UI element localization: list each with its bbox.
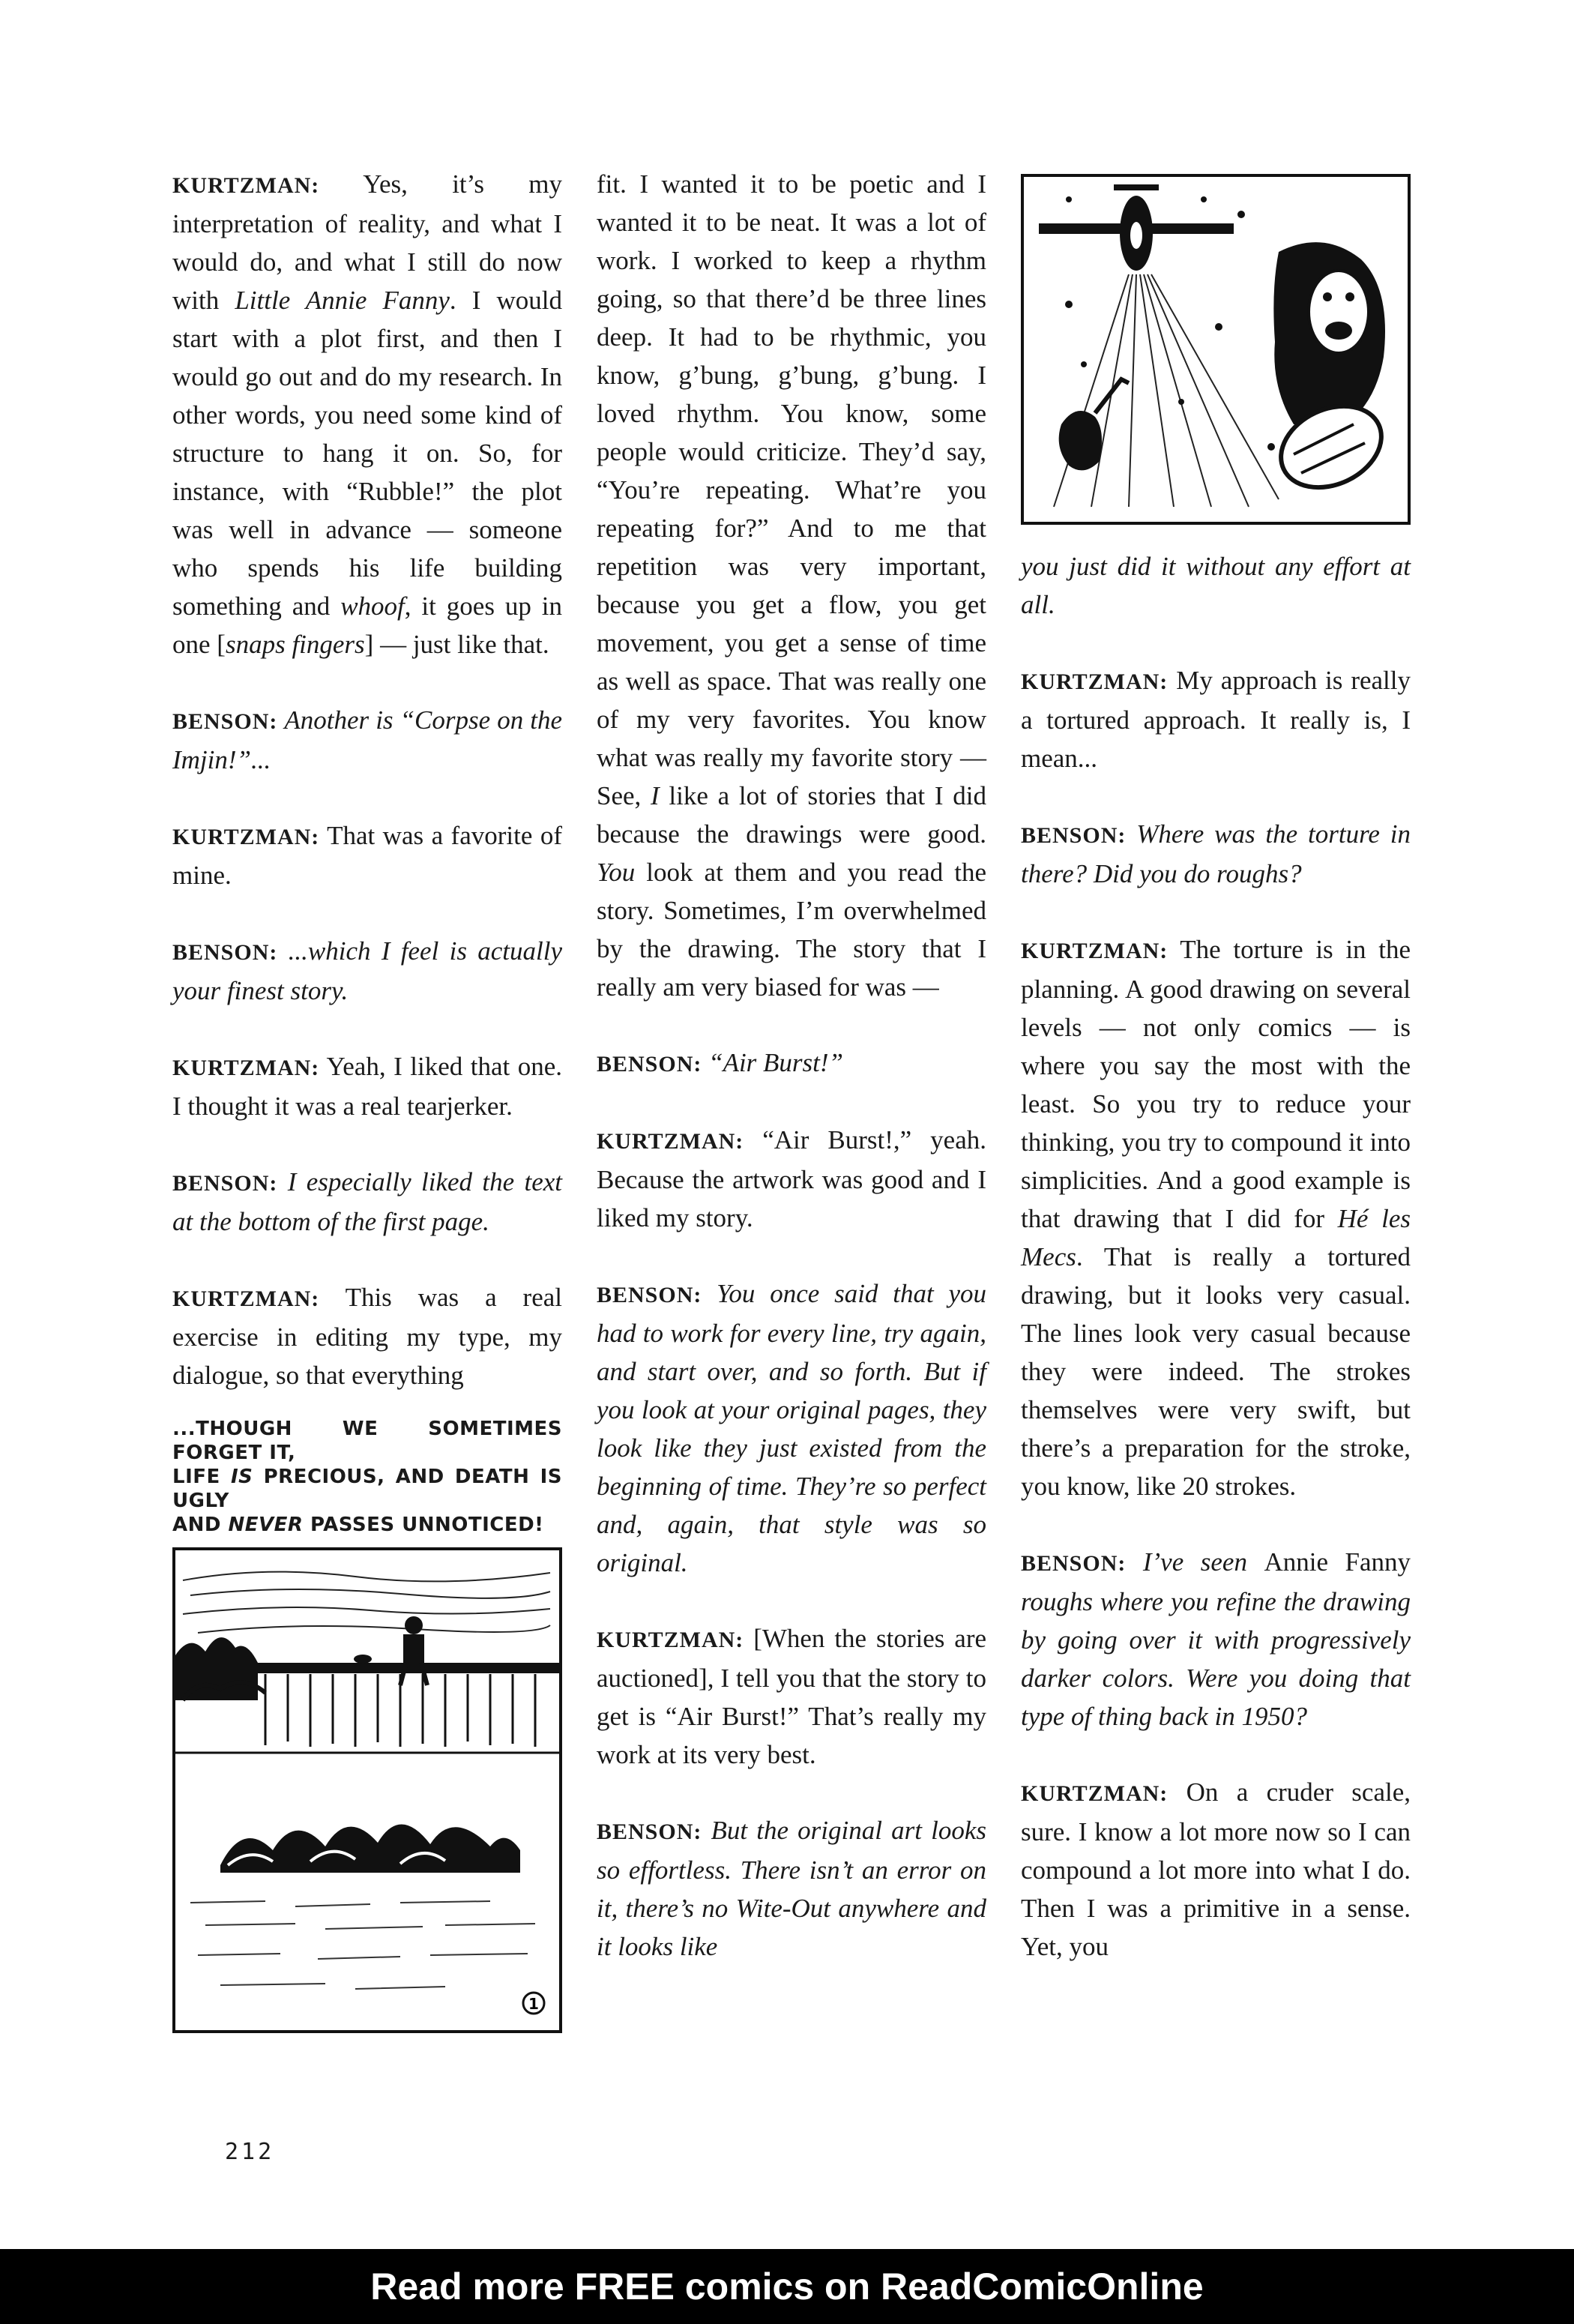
paragraph: KURTZMAN: That was a favorite of mine. bbox=[172, 821, 562, 890]
speaker-label: BENSON: bbox=[1021, 1551, 1127, 1576]
speaker-label: BENSON: bbox=[172, 709, 278, 734]
speaker-label: BENSON: bbox=[597, 1052, 702, 1077]
airburst-illustration bbox=[1024, 177, 1408, 522]
speaker-label: KURTZMAN: bbox=[172, 825, 320, 849]
speaker-label: BENSON: bbox=[597, 1283, 702, 1307]
paragraph: KURTZMAN: “Air Burst!,” yeah. Because the artwork was good and I liked my story. bbox=[597, 1125, 987, 1232]
speaker-label: KURTZMAN: bbox=[172, 1056, 320, 1080]
paragraph: KURTZMAN: Yes, it’s my interpretation of reality, and what I would do, and what I still do now with Little Annie Fanny. I would start with a plot first, and then I would go out and do my research. In other words, you need some kind of structure to hang it on. So, for instance, with “Rubble!” the plot was well in advance — someone who spends his life building something and whoof, it goes up in one [snaps fingers] — just like that. bbox=[172, 169, 562, 659]
comic-panel-river bbox=[172, 1547, 562, 2033]
page-number: 212 bbox=[225, 2139, 275, 2165]
column-2 bbox=[597, 165, 986, 2003]
speaker-label: KURTZMAN: bbox=[1021, 939, 1169, 963]
speaker-label: BENSON: bbox=[1021, 823, 1127, 848]
paragraph: BENSON: You once said that you had to work for every line, try again, and start over, and so forth. But if you look at your original pages, they look like they just existed from the beginning of time. They’re so perfect and, again, that style was so original. bbox=[597, 1279, 986, 1577]
paragraph: BENSON: Where was the torture in there? Did you do roughs? bbox=[1021, 819, 1411, 888]
column-1 bbox=[172, 165, 562, 2033]
paragraph: KURTZMAN: My approach is really a tortured approach. It really is, I mean... bbox=[1021, 666, 1411, 773]
paragraph: BENSON: “Air Burst!” bbox=[597, 1048, 844, 1077]
speaker-label: KURTZMAN: bbox=[597, 1628, 744, 1652]
speaker-label: BENSON: bbox=[172, 1171, 278, 1196]
promo-banner[interactable]: Read more FREE comics on ReadComicOnline bbox=[0, 2249, 1574, 2324]
speaker-label: BENSON: bbox=[172, 940, 278, 965]
paragraph: BENSON: But the original art looks so effortless. There isn’t an error on it, there’s no Wite-Out anywhere and it looks like bbox=[597, 1816, 986, 1961]
panel-number: 1 bbox=[528, 1995, 539, 2013]
speaker-label: BENSON: bbox=[597, 1819, 702, 1844]
speaker-label: KURTZMAN: bbox=[172, 1286, 320, 1311]
column-3 bbox=[1021, 174, 1411, 2003]
paragraph: KURTZMAN: This was a real exercise in editing my type, my dialogue, so that everything bbox=[172, 1283, 563, 1390]
comic-panel-airburst bbox=[1021, 174, 1411, 525]
speaker-label: KURTZMAN: bbox=[1021, 669, 1169, 694]
paragraph: KURTZMAN: Yeah, I liked that one. I thought it was a real tearjerker. bbox=[172, 1052, 563, 1121]
column-3-text bbox=[1021, 547, 1411, 1966]
speaker-label: KURTZMAN: bbox=[1021, 1781, 1169, 1806]
paragraph: BENSON: ...which I feel is actually your finest story. bbox=[172, 936, 562, 1005]
paragraph: KURTZMAN: On a cruder scale, sure. I know a lot more now so I can compound a lot more into what I do. Then I was a primitive in a sense. Yet, you bbox=[1021, 1777, 1411, 1961]
river-illustration bbox=[175, 1550, 559, 2030]
paragraph: you just did it without any effort at all. bbox=[1021, 552, 1411, 619]
paragraph: BENSON: Another is “Corpse on the Imjin!”... bbox=[172, 705, 563, 774]
paragraph: BENSON: I especially liked the text at the bottom of the first page. bbox=[172, 1167, 562, 1236]
comic-caption: ...THOUGH WE SOMETIMES FORGET IT, LIFE IS PRECIOUS, AND DEATH IS UGLY AND NEVER PASSES UNNOTICED! bbox=[172, 1418, 562, 1536]
paragraph: fit. I wanted it to be poetic and I wanted it to be neat. It was a lot of work. I worked to keep a rhythm going, so that there’d be three lines deep. It had to be rhythmic, you know, g’bung, g’bung, g’bung. I loved rhythm. You know, some people would criticize. They’d say, “You’re repeating. What’re you repeating for?” And to me that repetition was very important, because you get a flow, you get movement, you get a sense of time as well as space. That was really one of my very favorites. You know what was really my favorite story — See, I like a lot of stories that I did because the drawings were good. You look at them and you read the story. Sometimes, I’m overwhelmed by the drawing. The story that I really am very biased for was — bbox=[597, 169, 986, 1002]
paragraph: KURTZMAN: [When the stories are auctioned], I tell you that the story to get is “Air Burst!” That’s really my work at its very best. bbox=[597, 1624, 987, 1769]
paragraph: BENSON: I’ve seen Annie Fanny roughs where you refine the drawing by going over it with progressively darker colors. Were you doing that type of thing back in 1950? bbox=[1021, 1547, 1411, 1731]
speaker-label: KURTZMAN: bbox=[597, 1129, 744, 1154]
speaker-label: KURTZMAN: bbox=[172, 173, 320, 198]
paragraph: KURTZMAN: The torture is in the planning. A good drawing on several levels — not only comics — is where you say the most with the least. So you try to reduce your thinking, you try to compound it into simplicities. And a good example is that drawing that I did for Hé les Mecs. That is really a tortured drawing, but it looks very casual. The lines look very casual because they were indeed. The strokes themselves were very swift, but there’s a preparation for the stroke, you know, like 20 strokes. bbox=[1021, 935, 1411, 1501]
